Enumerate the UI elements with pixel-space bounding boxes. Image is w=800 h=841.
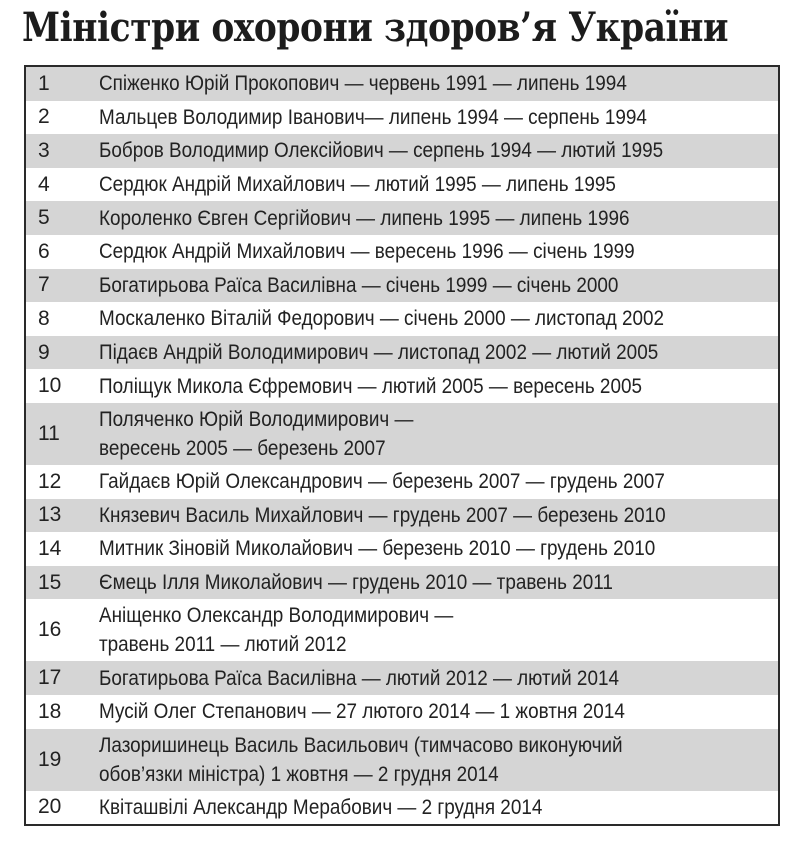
row-number: 14 <box>38 536 62 560</box>
minister-entry-line: Аніщенко Олександр Володимирович — <box>99 604 454 628</box>
minister-entry-line: Сердюк Андрій Михайлович — лютий 1995 — липень 1995 <box>99 173 616 197</box>
minister-entry-line: Поляченко Юрій Володимирович — <box>99 407 414 431</box>
minister-entry-line: Квіташвілі Александр Мерабович — 2 грудня 2014 <box>99 795 543 819</box>
minister-entry <box>99 534 710 563</box>
row-number: 2 <box>38 105 50 129</box>
row-number: 9 <box>38 340 50 364</box>
minister-entry-line: обов’язки міністра) 1 жовтня — 2 грудня 2014 <box>99 762 499 786</box>
row-number: 5 <box>38 206 50 230</box>
minister-entry <box>99 405 710 463</box>
minister-entry <box>99 237 710 266</box>
minister-entry-line: Короленко Євген Сергійович — липень 1995 — липень 1996 <box>99 206 630 230</box>
minister-entry <box>99 271 710 300</box>
minister-entry <box>99 103 710 132</box>
table-row <box>26 336 778 370</box>
row-number: 1 <box>38 71 50 95</box>
minister-entry-line: Москаленко Віталій Федорович — січень 2000 — листопад 2002 <box>99 307 665 331</box>
minister-entry-line: Богатирьова Раїса Василівна — лютий 2012 — лютий 2014 <box>99 666 619 690</box>
row-number: 17 <box>38 666 62 690</box>
row-number: 11 <box>38 421 60 445</box>
ministers-table <box>24 65 780 826</box>
page-title: Міністри охорони здоров’я України <box>22 4 729 51</box>
table-row <box>26 168 778 202</box>
minister-entry <box>99 338 710 367</box>
row-number: 3 <box>38 138 50 162</box>
row-number: 19 <box>38 747 62 771</box>
row-number: 15 <box>38 570 62 594</box>
table-row <box>26 269 778 303</box>
minister-entry <box>99 793 710 822</box>
row-number: 18 <box>38 699 62 723</box>
minister-entry-line: Спіженко Юрій Прокопович — червень 1991 — липень 1994 <box>99 72 627 96</box>
table-row <box>26 661 778 695</box>
row-number: 12 <box>38 469 62 493</box>
minister-entry <box>99 170 710 199</box>
row-number: 10 <box>38 374 62 398</box>
minister-entry <box>99 304 710 333</box>
table-row <box>26 729 778 791</box>
table-row <box>26 403 778 465</box>
row-number: 4 <box>38 172 50 196</box>
table-row <box>26 67 778 101</box>
minister-entry-line: Підаєв Андрій Володимирович — листопад 2002 — лютий 2005 <box>99 341 659 365</box>
table-row <box>26 599 778 661</box>
minister-entry <box>99 664 710 693</box>
minister-entry <box>99 601 710 659</box>
minister-entry-line: Бобров Володимир Олексійович — серпень 1994 — лютий 1995 <box>99 139 664 163</box>
table-row <box>26 695 778 729</box>
table-row <box>26 532 778 566</box>
table-row <box>26 235 778 269</box>
table-row <box>26 369 778 403</box>
minister-entry <box>99 467 710 496</box>
minister-entry <box>99 69 710 98</box>
minister-entry <box>99 372 710 401</box>
minister-entry-line: Князевич Василь Михайлович — грудень 2007 — березень 2010 <box>99 503 666 527</box>
table-row <box>26 499 778 533</box>
table-row <box>26 566 778 600</box>
minister-entry-line: Ємець Ілля Миколайович — грудень 2010 — травень 2011 <box>99 571 613 595</box>
minister-entry <box>99 501 710 530</box>
minister-entry <box>99 136 710 165</box>
minister-entry <box>99 697 710 726</box>
row-number: 13 <box>38 503 62 527</box>
minister-entry-line: вересень 2005 — березень 2007 <box>99 436 386 460</box>
minister-entry-line: Сердюк Андрій Михайлович — вересень 1996 — січень 1999 <box>99 240 635 264</box>
table-row <box>26 201 778 235</box>
table-row <box>26 465 778 499</box>
minister-entry-line: Митник Зіновій Миколайович — березень 2010 — грудень 2010 <box>99 537 656 561</box>
row-number: 8 <box>38 306 50 330</box>
row-number: 16 <box>38 618 62 642</box>
row-number: 20 <box>38 795 62 819</box>
minister-entry-line: Богатирьова Раїса Василівна — січень 1999 — січень 2000 <box>99 273 619 297</box>
minister-entry <box>99 568 710 597</box>
table-row <box>26 302 778 336</box>
minister-entry <box>99 204 710 233</box>
minister-entry-line: Мальцев Володимир Іванович— липень 1994 — серпень 1994 <box>99 105 647 129</box>
minister-entry-line: травень 2011 — лютий 2012 <box>99 633 347 657</box>
row-number: 6 <box>38 239 50 263</box>
minister-entry <box>99 731 710 789</box>
minister-entry-line: Поліщук Микола Єфремович — лютий 2005 — вересень 2005 <box>99 374 642 398</box>
table-row <box>26 791 778 825</box>
minister-entry-line: Гайдаєв Юрій Олександрович — березень 2007 — грудень 2007 <box>99 470 665 494</box>
row-number: 7 <box>38 273 50 297</box>
minister-entry-line: Мусій Олег Степанович — 27 лютого 2014 — 1 жовтня 2014 <box>99 700 625 724</box>
minister-entry-line: Лазоришинець Василь Васильович (тимчасово виконуючий <box>99 733 623 757</box>
table-row <box>26 101 778 135</box>
table-row <box>26 134 778 168</box>
